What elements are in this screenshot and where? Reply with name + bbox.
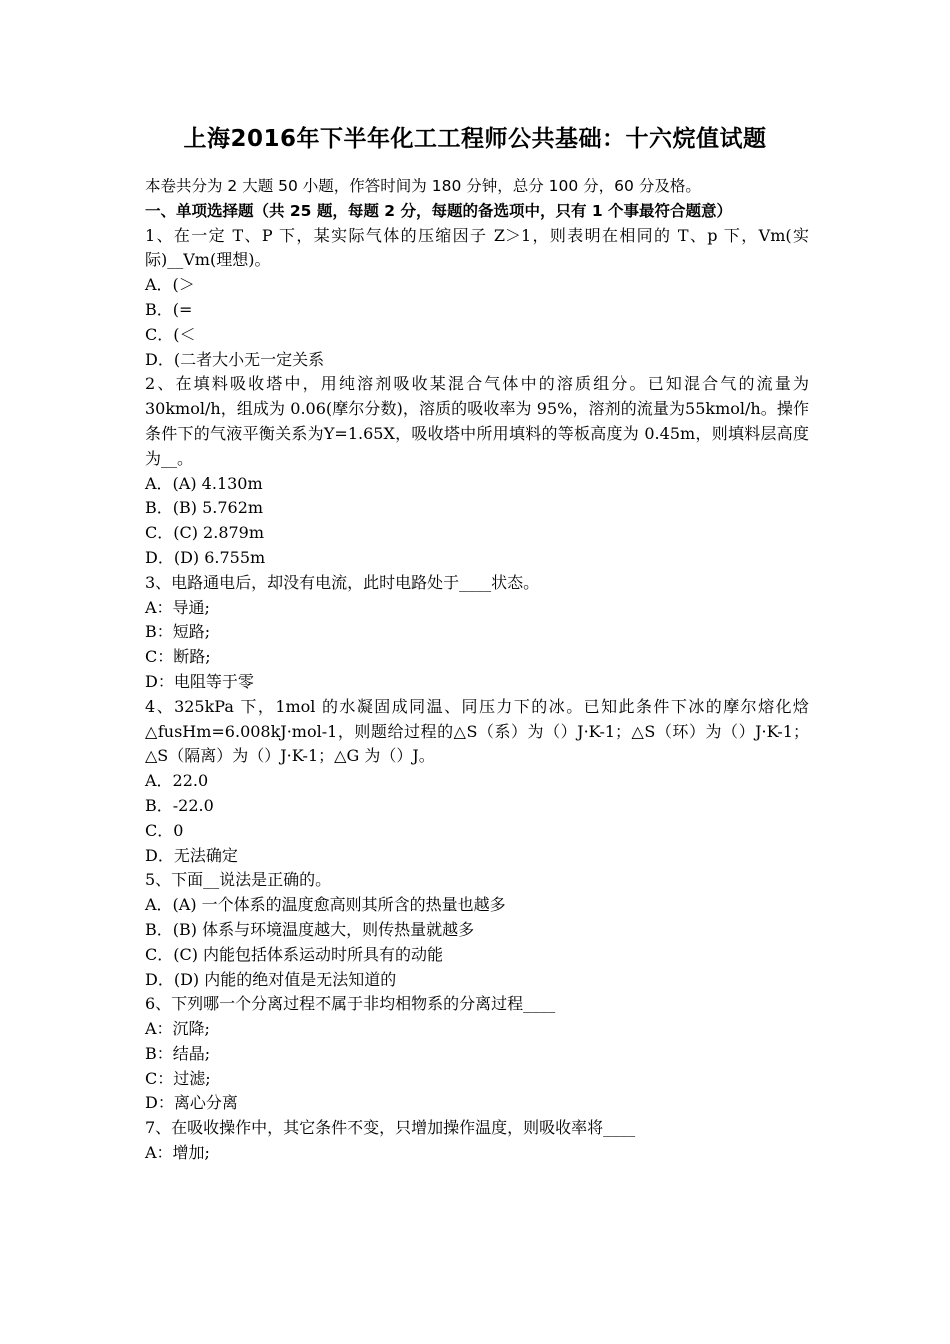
- option-d: D：离心分离: [145, 1093, 238, 1113]
- option-a: A．(＞: [145, 275, 195, 295]
- option-c: C：过滤;: [145, 1068, 211, 1088]
- option-a: A．(A) 4.130m: [145, 473, 263, 493]
- option-b: B．(B) 5.762m: [145, 498, 264, 518]
- exam-intro: 本卷共分为 2 大题 50 小题，作答时间为 180 分钟，总分 100 分，60 分及格。: [145, 177, 701, 195]
- question-text: 4、325kPa 下，1mol 的水凝固成同温、同压力下的冰。已知此条件下冰的摩尔熔化焓△fusHm=6.008kJ·mol-1，则题给过程的△S（系）为（）J·K-1；△S（环）为（）J·K-1；△S（隔离）为（）J·K-1；△G 为（）J。: [145, 696, 809, 766]
- option-a: A：沉降;: [145, 1019, 210, 1039]
- question-text: 2、在填料吸收塔中，用纯溶剂吸收某混合气体中的溶质组分。已知混合气的流量为 30kmol/h，组成为 0.06(摩尔分数)，溶质的吸收率为 95%，溶剂的流量为55kmol/h。操作条件下的气液平衡关系为Y=1.65X，吸收塔中所用填料的等板高度为 0.45m，则填料层高度为__。: [145, 374, 809, 468]
- option-b: B：结晶;: [145, 1043, 211, 1063]
- question-text: 1、在一定 T、P 下，某实际气体的压缩因子 Z＞1，则表明在相同的 T、p 下，Vm(实际)__Vm(理想)。: [145, 225, 809, 270]
- option-c: C．0: [145, 820, 184, 840]
- document-title: 上海2016年下半年化工工程师公共基础：十六烷值试题: [183, 126, 767, 152]
- question-text: 6、下列哪一个分离过程不属于非均相物系的分离过程____: [145, 994, 556, 1014]
- option-d: D．无法确定: [145, 845, 238, 865]
- option-b: B：短路;: [145, 622, 211, 642]
- option-b: B．-22.0: [145, 795, 214, 815]
- option-a: A．(A) 一个体系的温度愈高则其所含的热量也越多: [145, 895, 506, 915]
- question-5: [145, 868, 809, 992]
- question-text: 7、在吸收操作中，其它条件不变，只增加操作温度，则吸收率将____: [145, 1118, 636, 1138]
- question-1: [145, 224, 809, 373]
- option-a: A．22.0: [145, 771, 209, 791]
- question-7: [145, 1116, 809, 1166]
- document-body: [145, 174, 809, 1166]
- option-d: D．(二者大小无一定关系: [145, 349, 325, 369]
- option-c: C．(＜: [145, 324, 196, 344]
- option-c: C：断路;: [145, 647, 211, 667]
- question-text: 5、下面__说法是正确的。: [145, 870, 332, 890]
- option-c: C．(C) 内能包括体系运动时所具有的动能: [145, 944, 444, 964]
- option-d: D．(D) 内能的绝对值是无法知道的: [145, 969, 397, 989]
- option-d: D．(D) 6.755m: [145, 547, 266, 567]
- question-3: [145, 571, 809, 695]
- option-b: B．(=: [145, 299, 193, 319]
- section-heading: 一、单项选择题（共 25 题，每题 2 分，每题的备选项中，只有 1 个事最符合题意）: [145, 201, 733, 220]
- option-c: C．(C) 2.879m: [145, 523, 265, 543]
- question-6: [145, 992, 809, 1116]
- option-a: A：导通;: [145, 597, 210, 617]
- option-a: A：增加;: [145, 1143, 210, 1163]
- option-b: B．(B) 体系与环境温度越大，则传热量就越多: [145, 919, 475, 939]
- option-d: D：电阻等于零: [145, 671, 254, 691]
- question-text: 3、电路通电后，却没有电流，此时电路处于____状态。: [145, 572, 540, 592]
- question-4: [145, 695, 809, 869]
- question-2: [145, 372, 809, 570]
